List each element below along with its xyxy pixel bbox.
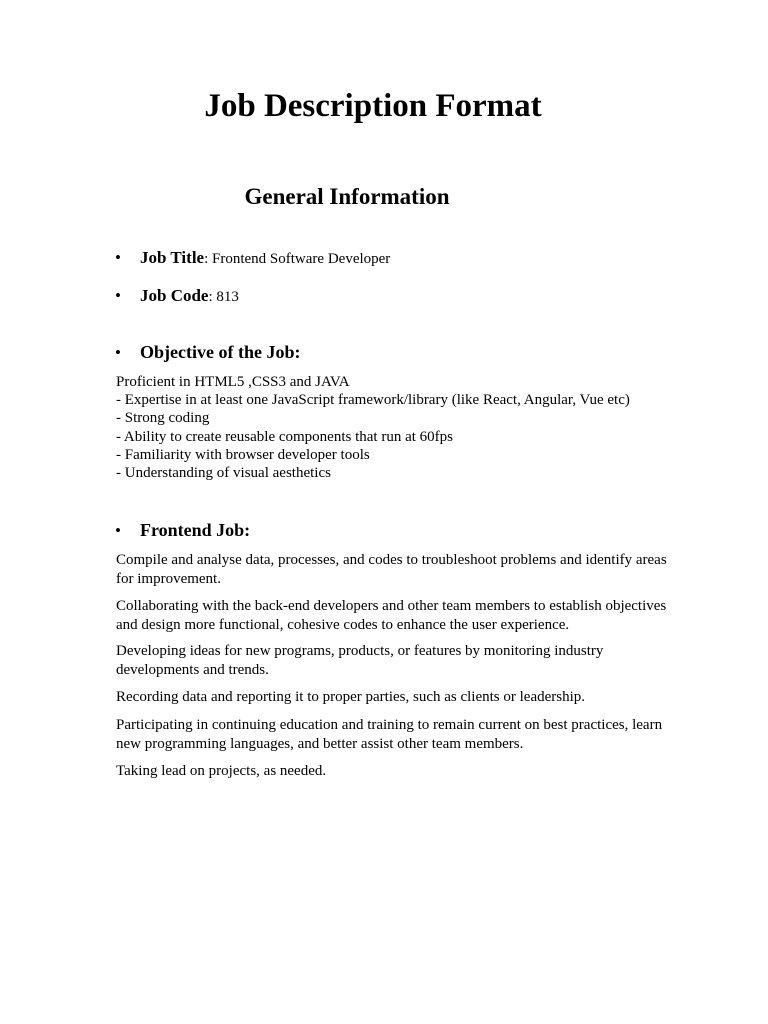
bullet-dot: • (115, 521, 121, 540)
objective-line: Proficient in HTML5 ,CSS3 and JAVA (116, 374, 350, 390)
job-code-separator: : (208, 289, 217, 305)
bullet-frontend-job-heading (115, 519, 250, 542)
frontend-job-paragraph: Recording data and reporting it to proper parties, such as clients or leadership. (116, 689, 586, 705)
frontend-job-paragraph: Taking lead on projects, as needed. (116, 763, 327, 779)
bullet-job-title (115, 247, 390, 270)
frontend-job-paragraph: Collaborating with the back-end developers and other team members to establish objectives and design more functional, cohesive codes to enhance the user experience. (116, 598, 667, 633)
bullet-dot: • (115, 343, 121, 362)
frontend-job-paragraph: Developing ideas for new programs, products, or features by monitoring industry developments and trends. (116, 643, 604, 678)
document-title: Job Description Format (204, 88, 542, 124)
bullet-dot: • (115, 248, 121, 267)
objective-line: - Familiarity with browser developer tools (116, 446, 370, 463)
objective-line: - Strong coding (116, 410, 210, 427)
objective-list (116, 373, 630, 482)
bullet-dot: • (115, 286, 121, 305)
job-title-label: Job Title (140, 248, 205, 267)
objective-heading: Objective of the Job: (140, 342, 301, 362)
frontend-job-heading: Frontend Job: (140, 520, 251, 540)
job-code-label: Job Code (140, 286, 209, 305)
job-title-value: Frontend Software Developer (212, 251, 391, 267)
objective-line: - Expertise in at least one JavaScript framework/library (like React, Angular, Vue etc) (116, 392, 630, 409)
frontend-job-paragraph: Compile and analyse data, processes, and codes to troubleshoot problems and identify areas for improvement. (116, 552, 667, 587)
job-code-value: 813 (216, 289, 239, 305)
objective-line: - Understanding of visual aesthetics (116, 465, 331, 482)
bullet-job-code (115, 285, 239, 308)
objective-line: - Ability to create reusable components that run at 60fps (116, 428, 453, 445)
frontend-job-paragraph: Participating in continuing education and training to remain current on best practices, learn new programming languages, and better assist other team members. (116, 717, 663, 752)
job-title-separator: : (204, 251, 213, 267)
section-heading-general-information: General Information (244, 184, 450, 209)
bullet-objective-heading (115, 341, 300, 364)
